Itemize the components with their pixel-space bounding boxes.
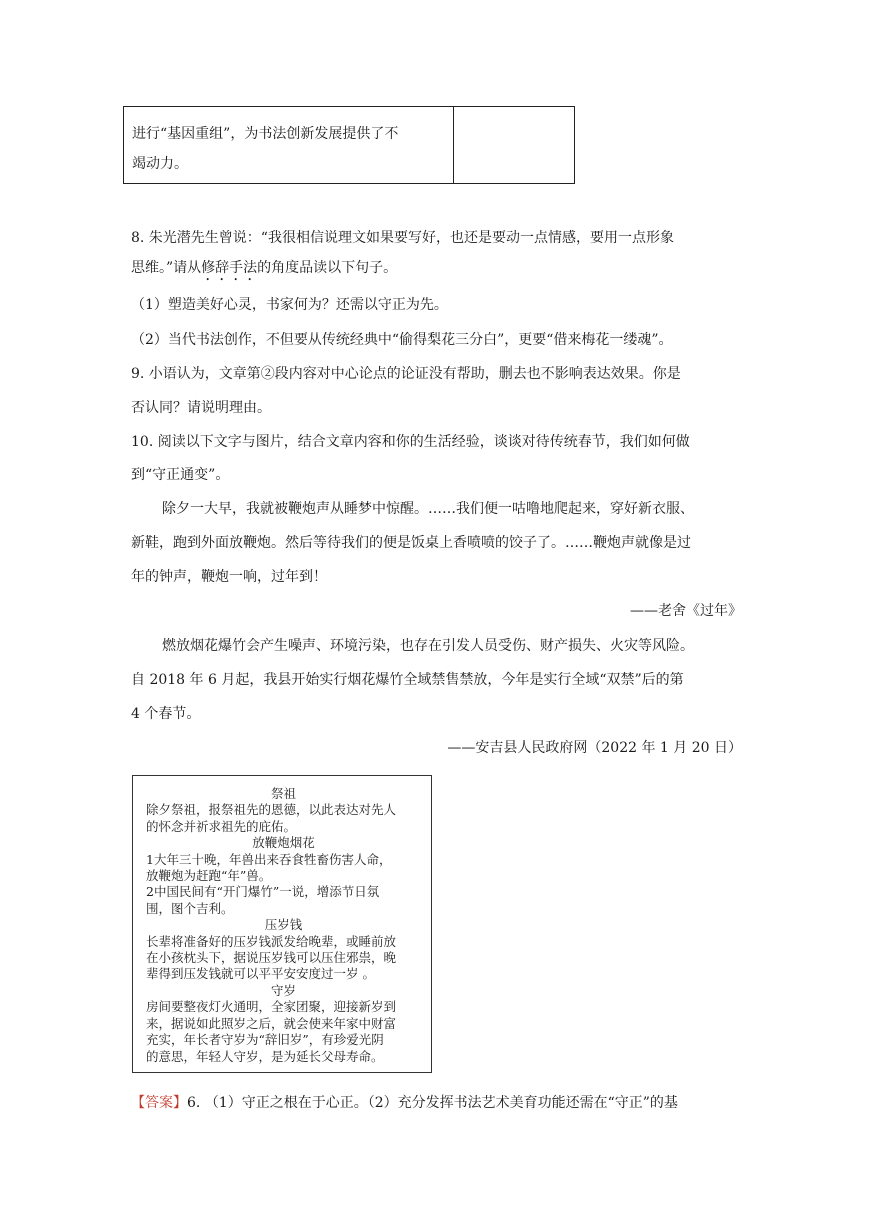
excerpt2-line3: 4 个春节。 bbox=[131, 706, 201, 722]
info-heading: 祭祖 bbox=[270, 786, 296, 801]
excerpt2-source: ——安吉县人民政府网（2022 年 1 月 20 日） bbox=[447, 740, 742, 756]
q9-line1: 9. 小语认为，文章第②段内容对中心论点的论证没有帮助，删去也不影响表达效果。你是 bbox=[131, 366, 681, 382]
excerpt1-line3: 年的钟声，鞭炮一响，过年到！ bbox=[131, 569, 327, 585]
info-text: 来，据说如此照岁之后，就会使来年家中财富 bbox=[146, 1015, 397, 1031]
excerpt2-line1: 燃放烟花爆竹会产生噪声、环境污染，也存在引发人员受伤、财产损失、火灾等风险。 bbox=[162, 638, 694, 654]
info-text: 放鞭炮为赶跑“年”兽。 bbox=[146, 868, 272, 884]
q8-line1: 8. 朱光潜先生曾说：“我很相信说理文如果要写好，也还是要动一点情感，要用一点形象 bbox=[131, 230, 674, 246]
table-cell-right bbox=[454, 107, 574, 183]
info-heading: 压岁钱 bbox=[264, 917, 303, 933]
excerpt1-line1: 除夕一大早，我就被鞭炮声从睡梦中惊醒。……我们便一咕噜地爬起来，穿好新衣服、 bbox=[162, 501, 694, 517]
answer-tag: 【答案】 bbox=[131, 1095, 187, 1111]
table-cell-line: 竭动力。 bbox=[132, 156, 188, 172]
info-text: 围，图个吉利。 bbox=[146, 900, 234, 916]
answer-text: 6. （1）守正之根在于心正。（2）充分发挥书法艺术美育功能还需在“守正”的基 bbox=[187, 1095, 678, 1111]
table-cell-left bbox=[124, 107, 454, 183]
info-text: 的怀念并祈求祖先的庇佑。 bbox=[146, 818, 297, 834]
q8-sub1: （1）塑造美好心灵，书家何为？还需以守正为先。 bbox=[131, 297, 448, 313]
info-text: 辈得到压发钱就可以平平安安度过一岁 。 bbox=[146, 966, 375, 982]
info-text: 在小孩枕头下，据说压岁钱可以压住邪祟，晚 bbox=[146, 950, 397, 966]
spring-festival-info-box bbox=[132, 775, 432, 1073]
answer-line bbox=[131, 1093, 678, 1113]
excerpt2-line2: 自 2018 年 6 月起，我县开始实行烟花爆竹全域禁售禁放，今年是实行全域“双禁”后的第 bbox=[131, 672, 684, 688]
q9-line2: 否认同？请说明理由。 bbox=[131, 400, 271, 416]
info-text: 除夕祭祖，报祭祖先的恩德，以此表达对先人 bbox=[146, 802, 397, 818]
excerpt1-line2: 新鞋，跑到外面放鞭炮。然后等待我们的便是饭桌上香喷喷的饺子了。……鞭炮声就像是过 bbox=[131, 535, 691, 551]
info-text: 长辈将准备好的压岁钱派发给晚辈，或睡前放 bbox=[146, 933, 397, 949]
info-text: 的意思，年轻人守岁，是为延长父母寿命。 bbox=[146, 1048, 384, 1064]
q8-line2-post: 的角度品读以下句子。 bbox=[257, 260, 398, 276]
info-text: 2中国民间有“开门爆竹”一说，增添节日氛 bbox=[146, 884, 380, 900]
table-cell-line: 进行“基因重组”，为书法创新发展提供了不 bbox=[132, 126, 399, 142]
q8-line2 bbox=[131, 258, 397, 284]
info-heading: 放鞭炮烟花 bbox=[252, 835, 315, 851]
top-table bbox=[123, 106, 575, 184]
info-text: 充实，年长者守岁为“辞旧岁”，有珍爱光阴 bbox=[146, 1032, 384, 1048]
info-text: 1大年三十晚，年兽出来吞食牲畜伤害人命， bbox=[146, 851, 392, 867]
info-text: 房间要整夜灯火通明，全家团聚，迎接新岁到 bbox=[146, 999, 397, 1015]
q10-line2: 到“守正通变”。 bbox=[131, 467, 230, 483]
q10-line1: 10. 阅读以下文字与图片，结合文章内容和你的生活经验，谈谈对待传统春节，我们如何做 bbox=[131, 434, 690, 450]
q8-sub2: （2）当代书法创作，不但要从传统经典中“偷得梨花三分白”，更要“借来梅花一缕魂”。 bbox=[131, 332, 673, 348]
q8-emphasis: 修辞手法 bbox=[201, 260, 258, 276]
excerpt1-source: ——老舍《过年》 bbox=[630, 603, 742, 619]
q8-line2-pre: 思维。”请从 bbox=[131, 260, 202, 276]
info-heading: 守岁 bbox=[270, 982, 296, 998]
